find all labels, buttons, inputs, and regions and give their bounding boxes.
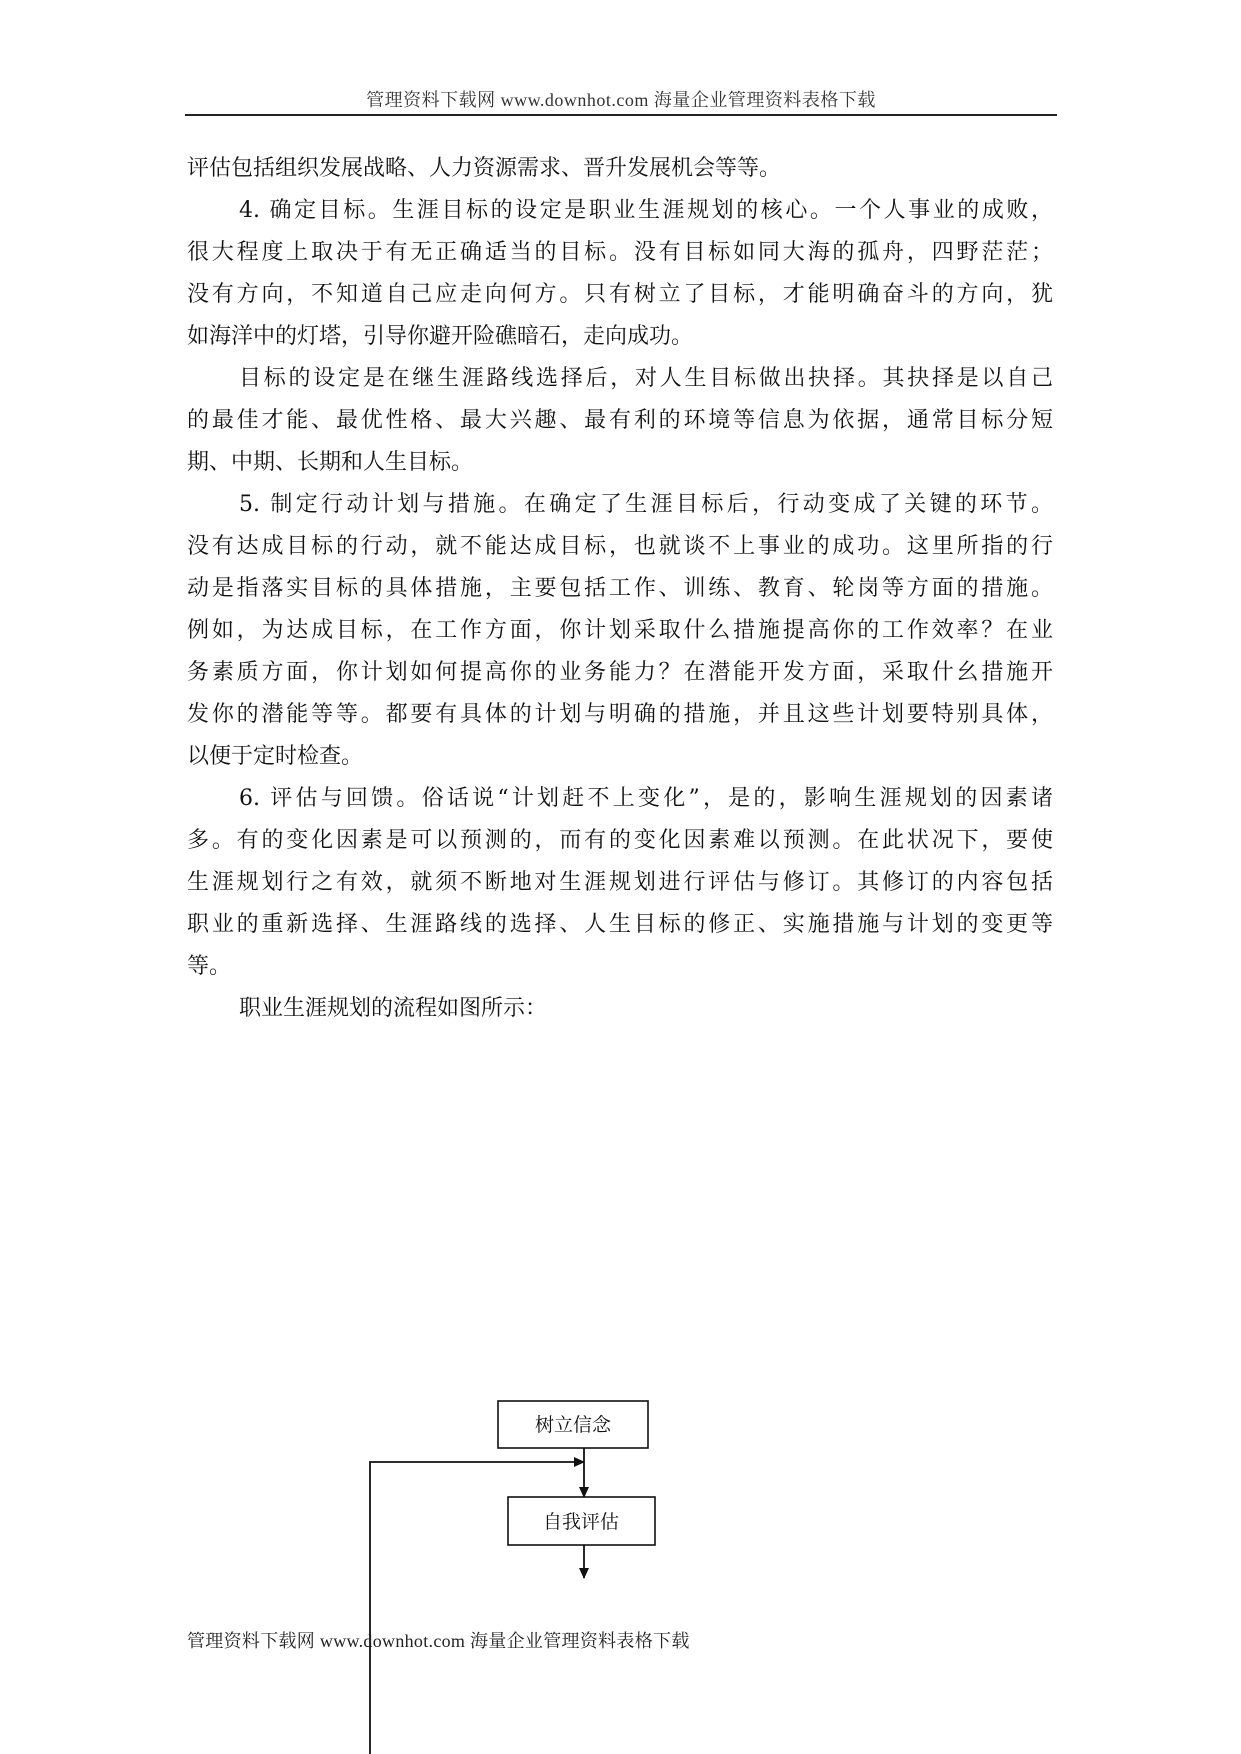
body-line: 例如，为达成目标，在工作方面，你计划采取什么措施提高你的工作效率？在业	[187, 618, 1053, 643]
flow-node-2-label: 自我评估	[542, 1511, 620, 1533]
body-line: 务素质方面，你计划如何提高你的业务能力？在潜能开发方面，采取什幺措施开	[187, 660, 1053, 685]
body-line: 职业的重新选择、生涯路线的选择、人生目标的修正、实施措施与计划的变更等	[187, 912, 1053, 937]
body-line: 的最佳才能、最优性格、最大兴趣、最有利的环境等信息为依据，通常目标分短	[187, 408, 1053, 433]
body-line: 没有方向，不知道自己应走向何方。只有树立了目标，才能明确奋斗的方向，犹	[187, 282, 1053, 307]
body-line: 以便于定时检查。	[187, 744, 364, 769]
body-line: 期、中期、长期和人生目标。	[187, 450, 474, 475]
page-footer: 管理资料下载网 www.downhot.com 海量企业管理资料表格下载	[187, 1631, 690, 1651]
body-line: 发你的潜能等等。都要有具体的计划与明确的措施，并且这些计划要特别具体，	[187, 702, 1053, 727]
flow-node-1	[498, 1401, 648, 1448]
flow-node-1-label: 树立信念	[534, 1414, 612, 1436]
body-line: 生涯规划行之有效，就须不断地对生涯规划进行评估与修订。其修订的内容包括	[187, 870, 1053, 895]
body-line: 5. 制定行动计划与措施。在确定了生涯目标后，行动变成了关键的环节。	[239, 492, 1053, 517]
body-line: 很大程度上取决于有无正确适当的目标。没有目标如同大海的孤舟，四野茫茫；	[187, 240, 1053, 265]
body-line: 多。有的变化因素是可以预测的，而有的变化因素难以预测。在此状况下，要使	[187, 828, 1053, 853]
body-line: 没有达成目标的行动，就不能达成目标，也就谈不上事业的成功。这里所指的行	[187, 534, 1053, 559]
body-line: 评估包括组织发展战略、人力资源需求、晋升发展机会等等。	[187, 156, 782, 181]
body-line: 职业生涯规划的流程如图所示：	[239, 996, 548, 1021]
body-line: 动是指落实目标的具体措施，主要包括工作、训练、教育、轮岗等方面的措施。	[187, 576, 1053, 601]
body-line: 等。	[187, 954, 232, 979]
page-header: 管理资料下载网 www.downhot.com 海量企业管理资料表格下载	[366, 90, 876, 110]
body-line: 如海洋中的灯塔，引导你避开险礁暗石，走向成功。	[187, 324, 694, 349]
body-line: 目标的设定是在继生涯路线选择后，对人生目标做出抉择。其抉择是以自己	[239, 366, 1053, 391]
body-line: 6. 评估与回馈。俗话说“计划赶不上变化”，是的，影响生涯规划的因素诸	[239, 786, 1053, 811]
flow-node-2	[508, 1497, 655, 1545]
body-line: 4. 确定目标。生涯目标的设定是职业生涯规划的核心。一个人事业的成败，	[239, 198, 1053, 223]
